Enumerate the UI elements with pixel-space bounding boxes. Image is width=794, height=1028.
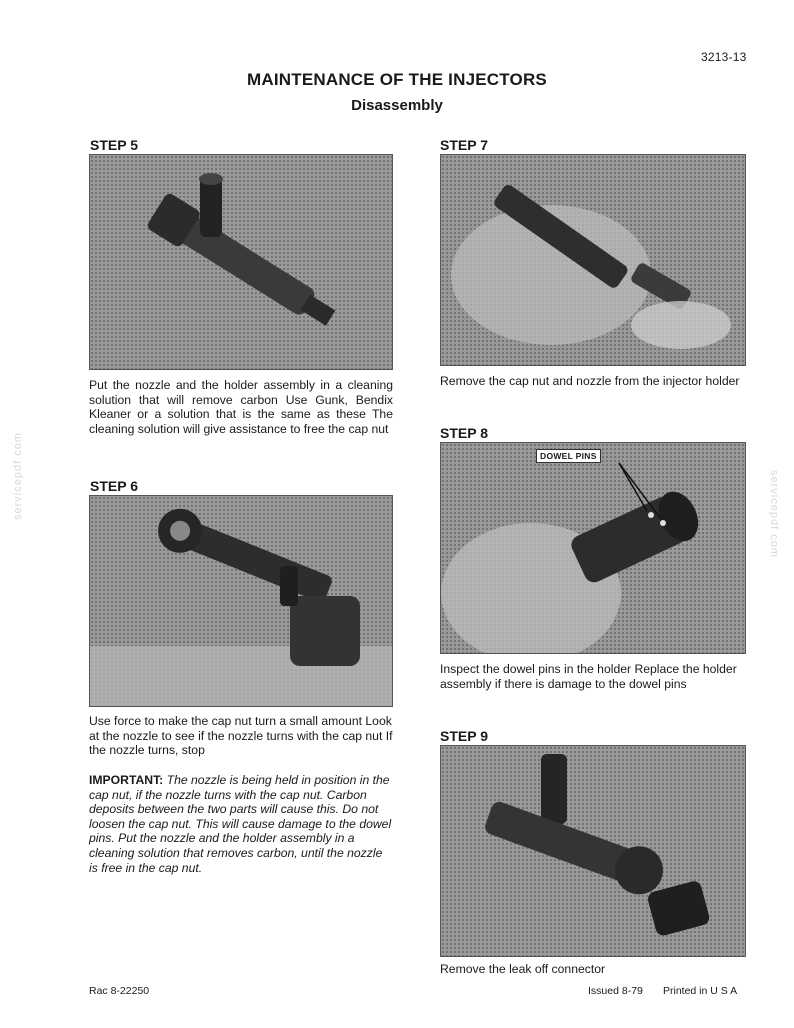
step5-photo bbox=[89, 154, 393, 370]
footer-printed: Printed in U S A bbox=[663, 985, 738, 997]
step9-heading: STEP 9 bbox=[440, 728, 488, 744]
step7-photo-art bbox=[441, 155, 745, 365]
step6-caption: Use force to make the cap nut turn a small amount Look at the nozzle to see if the nozzle turns with the cap nut If the nozzle turns, stop bbox=[89, 714, 393, 758]
step8-caption: Inspect the dowel pins in the holder Replace the holder assembly if there is damage to the dowel pins bbox=[440, 662, 737, 691]
step8-photo bbox=[440, 442, 746, 654]
step8-heading: STEP 8 bbox=[440, 425, 488, 441]
step9-caption: Remove the leak off connector bbox=[440, 962, 606, 976]
step6-heading: STEP 6 bbox=[90, 478, 138, 494]
watermark-right: servicepdf.com bbox=[768, 470, 780, 558]
step5-caption: Put the nozzle and the holder assembly in a cleaning solution that will remove carbon Use Gunk, Bendix Kleaner or a solution that is the same as these The cleaning solution will give assistance to free the cap nut bbox=[89, 378, 393, 436]
step9-photo bbox=[440, 745, 746, 957]
important-note bbox=[89, 773, 393, 875]
step7-photo bbox=[440, 154, 746, 366]
step8-photo-art bbox=[441, 443, 745, 653]
step5-photo-art bbox=[90, 155, 392, 369]
step6-photo bbox=[89, 495, 393, 707]
step5-heading: STEP 5 bbox=[90, 137, 138, 153]
step6-photo-art bbox=[90, 496, 392, 706]
page-title: MAINTENANCE OF THE INJECTORS bbox=[247, 70, 547, 89]
step7-caption: Remove the cap nut and nozzle from the injector holder bbox=[440, 374, 740, 388]
footer-left: Rac 8-22250 bbox=[89, 985, 150, 997]
important-text: The nozzle is being held in position in the cap nut, if the nozzle turns with the cap nut. Carbon deposits between the two parts will cause this. Do not loosen the cap nut. This will cause damage to the dowel pins. Put the nozzle and the holder assembly in a cleaning solution that removes carbon, until the nozzle is free in the cap nut. bbox=[89, 773, 392, 875]
page-number: 3213-13 bbox=[701, 50, 747, 64]
footer-issued: Issued 8-79 bbox=[588, 985, 643, 997]
step7-heading: STEP 7 bbox=[440, 137, 488, 153]
page-subtitle: Disassembly bbox=[351, 97, 443, 114]
step9-photo-art bbox=[441, 746, 745, 956]
dowel-pins-callout: DOWEL PINS bbox=[536, 449, 601, 463]
watermark-left: servicepdf.com bbox=[12, 432, 24, 520]
important-label: IMPORTANT: bbox=[89, 773, 164, 787]
